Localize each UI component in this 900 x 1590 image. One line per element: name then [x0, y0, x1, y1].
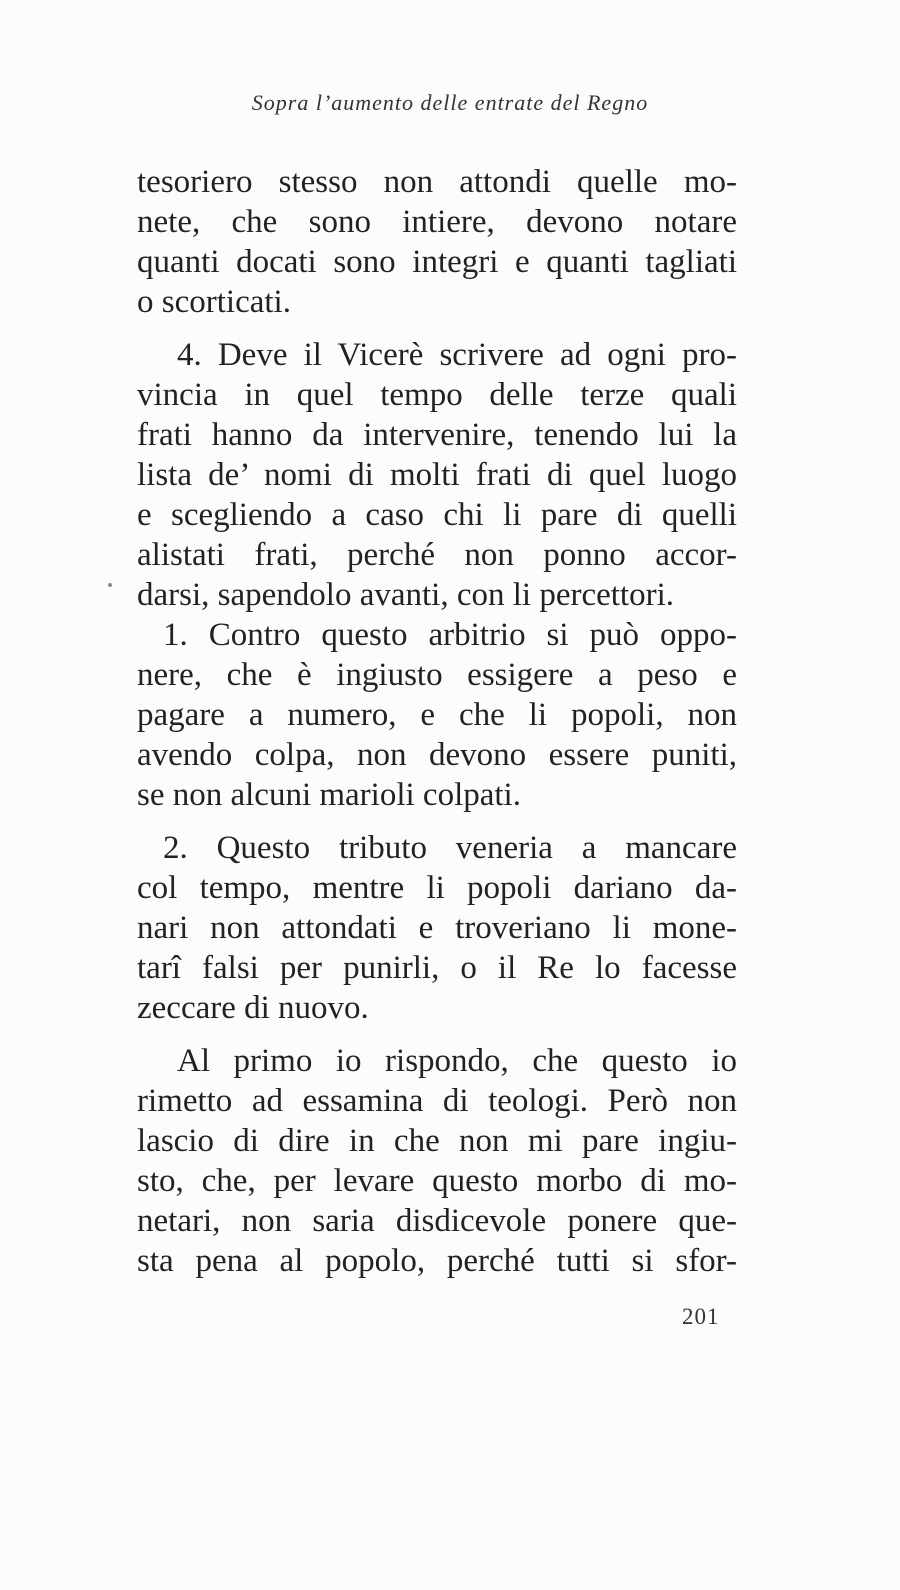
text-line: lascio di dire in che non mi pare ingiu- — [137, 1123, 737, 1159]
text-line: netari, non saria disdicevole ponere que- — [137, 1203, 737, 1239]
text-line: tarî falsi per punirli, o il Re lo facesse — [137, 950, 737, 986]
text-line: tesoriero stesso non attondi quelle mo- — [137, 164, 737, 200]
paragraph — [137, 828, 737, 1028]
text-line: 2. Questo tributo veneria a mancare — [163, 830, 737, 866]
text-line: o scorticati. — [137, 284, 291, 320]
paragraph — [137, 335, 737, 615]
paragraph — [137, 1041, 737, 1281]
text-line: lista de’ nomi di molti frati di quel luogo — [137, 457, 737, 493]
text-line: sta pena al popolo, perché tutti si sfor- — [137, 1243, 737, 1279]
text-line: 1. Contro questo arbitrio si può oppo- — [163, 617, 737, 653]
text-line: col tempo, mentre li popoli dariano da- — [137, 870, 737, 906]
text-line: nari non attondati e troveriano li mone- — [137, 910, 737, 946]
text-line: avendo colpa, non devono essere puniti, — [137, 737, 737, 773]
text-line: se non alcuni marioli colpati. — [137, 777, 521, 813]
text-line: 4. Deve il Vicerè scrivere ad ogni pro- — [177, 337, 737, 373]
text-line: pagare a numero, e che li popoli, non — [137, 697, 737, 733]
text-line: alistati frati, perché non ponno accor- — [137, 537, 737, 573]
body-text — [137, 162, 737, 1281]
text-line: nere, che è ingiusto essigere a peso e — [137, 657, 737, 693]
page-number: 201 — [682, 1304, 720, 1329]
text-line: quanti docati sono integri e quanti tagliati — [137, 244, 737, 280]
text-line: e scegliendo a caso chi li pare di quelli — [137, 497, 737, 533]
text-line: nete, che sono intiere, devono notare — [137, 204, 737, 240]
paragraph — [137, 162, 737, 322]
margin-speck — [108, 583, 112, 587]
text-line: vincia in quel tempo delle terze quali — [137, 377, 737, 413]
text-line: darsi, sapendolo avanti, con li percettori. — [137, 577, 674, 613]
paragraph — [137, 615, 737, 815]
text-line: sto, che, per levare questo morbo di mo- — [137, 1163, 737, 1199]
text-line: Al primo io rispondo, che questo io — [177, 1043, 737, 1079]
text-line: frati hanno da intervenire, tenendo lui la — [137, 417, 737, 453]
running-head: Sopra l’aumento delle entrate del Regno — [251, 90, 649, 115]
text-line: rimetto ad essamina di teologi. Però non — [137, 1083, 737, 1119]
text-line: zeccare di nuovo. — [137, 990, 369, 1026]
